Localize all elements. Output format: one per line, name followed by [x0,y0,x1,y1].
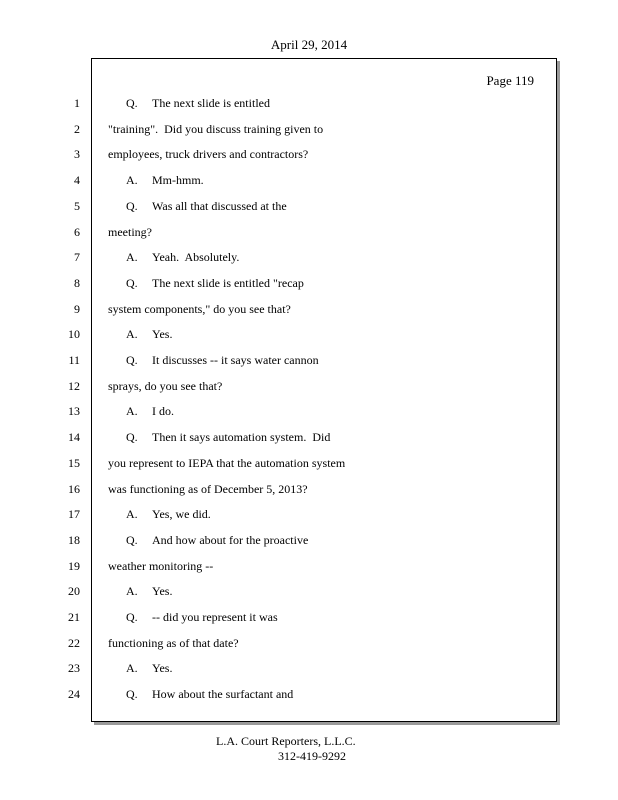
line-number: 11 [68,353,80,367]
line-number: 20 [68,584,80,599]
transcript-line [108,482,308,496]
footer-company: L.A. Court Reporters, L.L.C. [216,734,356,748]
speaker-label: A. [126,661,138,676]
speaker-label: A. [126,327,138,342]
line-text: you represent to IEPA that the automation system [108,455,346,470]
transcript-line [126,533,308,547]
speaker-label: Q. [126,198,138,213]
line-number: 16 [68,481,80,496]
speaker-label: Q. [126,610,138,624]
line-text: employees, truck drivers and contractors? [108,147,309,162]
speaker-label: Q. [126,687,138,702]
line-text: I do. [152,404,174,419]
line-number: 19 [68,558,80,573]
transcript-page [91,58,557,722]
transcript-line [108,225,152,239]
line-number: 4 [74,173,80,188]
line-number: 23 [68,661,80,676]
transcript-line [126,173,204,187]
line-text: And how about for the proactive [152,532,309,547]
speaker-label: Q. [126,275,138,290]
transcript-line [126,199,287,213]
line-text: Mm-hmm. [152,173,204,188]
transcript-line [126,96,270,110]
line-number: 13 [68,404,80,419]
line-text: The next slide is entitled [152,96,270,110]
transcript-line [108,636,239,650]
speaker-label: Q. [126,532,138,547]
line-text: system components," do you see that? [108,301,291,316]
line-text: Yes. [152,661,173,676]
page-number: Page 119 [486,73,534,88]
line-text: Yes. [152,584,173,599]
line-number: 22 [68,635,80,650]
transcript-line [126,430,330,444]
transcript-line [108,302,291,316]
line-text: Yeah. Absolutely. [152,250,240,265]
line-text: Was all that discussed at the [152,198,287,213]
transcript-line [126,276,304,290]
transcript-line [108,456,345,470]
line-number: 2 [74,121,80,136]
transcript-line [126,404,174,418]
speaker-label: A. [126,173,138,188]
line-number: 5 [74,198,80,213]
line-text: Then it says automation system. Did [152,430,331,445]
line-text: Yes, we did. [152,507,211,522]
line-number: 7 [74,250,80,265]
transcript-line [108,147,308,161]
line-text: How about the surfactant and [152,687,294,702]
line-number: 21 [68,610,80,624]
line-text: was functioning as of December 5, 2013? [108,481,308,496]
speaker-label: A. [126,507,138,522]
line-text: sprays, do you see that? [108,378,223,393]
line-text: weather monitoring -- [108,558,214,573]
transcript-line [126,353,319,367]
line-text: meeting? [108,224,152,239]
transcript-line [126,250,239,264]
transcript-line [126,661,172,675]
transcript-line [126,507,211,521]
speaker-label: Q. [126,430,138,445]
line-text: -- did you represent it was [152,610,278,624]
transcript-line [126,687,293,701]
line-text: It discusses -- it says water cannon [152,353,319,367]
line-text: functioning as of that date? [108,635,239,650]
line-number: 12 [68,378,80,393]
line-number: 1 [74,96,80,110]
line-number: 3 [74,147,80,162]
speaker-label: A. [126,404,138,419]
speaker-label: Q. [126,353,138,367]
line-number: 15 [68,455,80,470]
line-text: Yes. [152,327,173,342]
line-number: 14 [68,430,80,445]
transcript-line [126,584,172,598]
line-number: 10 [68,327,80,342]
speaker-label: A. [126,584,138,599]
line-number: 6 [74,224,80,239]
transcript-line [108,559,213,573]
transcript-line [126,610,278,624]
transcript-line [126,327,172,341]
line-number: 8 [74,275,80,290]
line-text: "training". Did you discuss training given to [108,121,324,136]
line-text: The next slide is entitled "recap [152,275,304,290]
speaker-label: Q. [126,96,138,110]
footer-phone: 312-419-9292 [278,749,346,763]
date-header: April 29, 2014 [270,37,348,52]
transcript-line [108,122,323,136]
transcript-line [108,379,222,393]
line-number: 9 [74,301,80,316]
line-number: 17 [68,507,80,522]
speaker-label: A. [126,250,138,265]
line-number: 24 [68,687,80,702]
line-number: 18 [68,532,80,547]
